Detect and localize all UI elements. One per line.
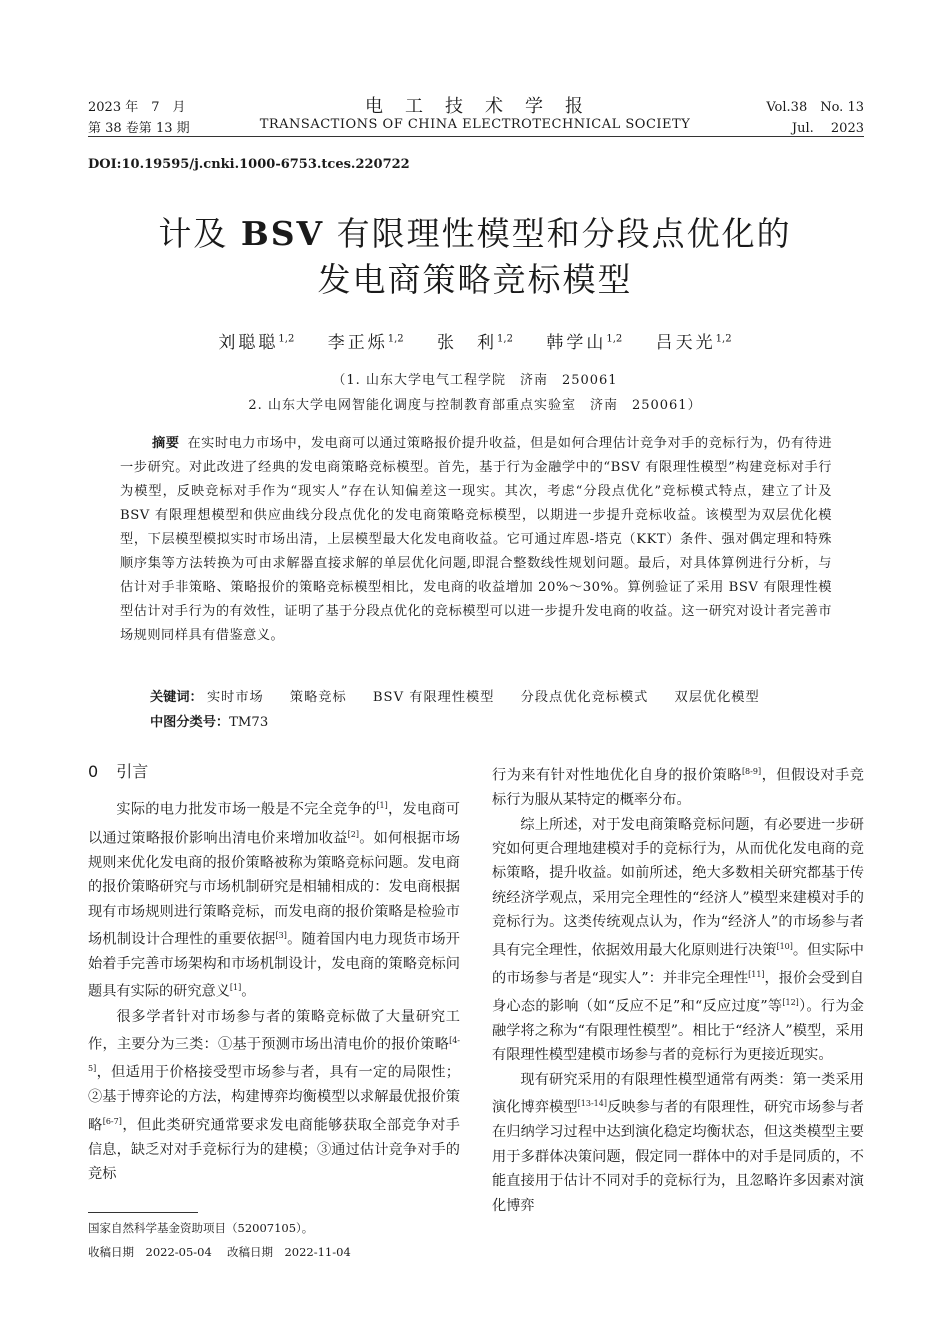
section-heading: 0 引言 bbox=[88, 762, 149, 781]
paragraph: 现有研究采用的有限理性模型通常有两类：第一类采用演化博弈模型[13-14]反映参与者的有限理性，研究市场参与者在归纳学习过程中达到演化稳定均衡状态，但这类模型主要用于多群体决策问题，假定同一群体中的对手是同质的，不能直接用于估计不同对手的竞标行为，且忽略许多因素对演化博弈 bbox=[492, 1071, 864, 1214]
author: 吕天光$^{1,2}$ bbox=[655, 333, 732, 353]
paragraph: 综上所述，对于发电商策略竞标问题，有必要进一步研究如何更合理地建模对手的竞标行为，从而优化发电商的竞标策略，提升收益。如前所述，绝大多数相关研究都基于传统经济学观点，采用完全理性的“经济人”模型来建模对手的竞标行为。这类传统观点认为，作为“经济人”的市场参与者具有完全理性，依据效用最大化原则进行决策[10]。但实际中的市场参与者是“现实人”：并非完全理性[11]，报价会受到自身心态的影响（如“反应不足”和“反应过度”等[12]）。行为金融学将之称为“有限理性模型”。相比于“经济人”模型，采用有限理性模型建模市场参与者的竞标行为更接近现实。 bbox=[492, 816, 864, 1064]
keyword: 双层优化模型 bbox=[674, 690, 760, 705]
footnote-funding: 国家自然科学基金资助项目（52007105）。 bbox=[88, 1221, 314, 1235]
keyword: 实时市场 bbox=[206, 690, 264, 705]
journal-name-en: TRANSACTIONS OF CHINA ELECTROTECHNICAL SOCIETY bbox=[259, 117, 691, 132]
author: 韩学山$^{1,2}$ bbox=[546, 333, 623, 353]
paragraph: 行为来有针对性地优化自身的报价策略[8-9]，但假设对手竞标行为服从某特定的概率分布。 bbox=[492, 767, 864, 809]
doi: DOI:10.19595/j.cnki.1000-6753.tces.220722 bbox=[88, 157, 410, 172]
affiliation-1: （1. 山东大学电气工程学院 济南 250061 bbox=[332, 373, 618, 388]
header-date-en: Jul. 2023 bbox=[791, 121, 864, 136]
footnote-dates: 收稿日期 2022-05-04 改稿日期 2022-11-04 bbox=[88, 1245, 351, 1259]
paper-title-line2: 发电商策略竞标模型 bbox=[317, 260, 633, 299]
keywords: 关键词： 实时市场 策略竞标 BSV 有限理性模型 分段点优化竞标模式 双层优化模型 bbox=[150, 690, 760, 705]
affiliation-2: 2. 山东大学电网智能化调度与控制教育部重点实验室 济南 250061） bbox=[248, 398, 702, 413]
header-volume-cn: 第 38 卷第 13 期 bbox=[88, 121, 190, 136]
journal-name-cn: 电 工 技 术 学 报 bbox=[365, 96, 585, 117]
right-column bbox=[492, 760, 864, 1218]
author: 刘聪聪$^{1,2}$ bbox=[218, 333, 295, 353]
keyword: BSV 有限理性模型 bbox=[372, 690, 495, 705]
abstract-text: 在实时电力市场中，发电商可以通过策略报价提升收益，但是如何合理估计竞争对手的竞标行为，仍有待进一步研究。对此改进了经典的发电商策略竞标模型。首先，基于行为金融学中的“BSV 有限理性模型”构建竞标对手行为模型，反映竞标对手作为“现实人”存在认知偏差这一现实。其次，考虑“分段点优化”竞标模式特点，建立了计及 BSV 有限理想模型和供应曲线分段点优化的发电商策略竞标模型，以期进一步提升竞标收益。该模型为双层优化模型，下层模型模拟实时市场出清，上层模型最大化发电商收益。它可通过库恩-塔克（KKT）条件、强对偶定理和特殊顺序集等方法转换为可由求解器直接求解的单层优化问题,即混合整数线性规划问题。最后，对具体算例进行分析，与估计对手非策略、策略报价的策略竞标模型相比，发电商的收益增加 20%～30%。算例验证了采用 BSV 有限理性模型估计对手行为的有效性，证明了基于分段点优化的竞标模型可以进一步提升发电商的收益。这一研究对设计者完善市场规则同样具有借鉴意义。 bbox=[120, 436, 833, 643]
left-column bbox=[88, 760, 460, 1187]
paragraph: 很多学者针对市场参与者的策略竞标做了大量研究工作，主要分为三类：①基于预测市场出清电价的报价策略[4-5]，但适用于价格接受型市场参与者，具有一定的局限性；②基于博弈论的方法，构建博弈均衡模型以求解最优报价策略[6-7]，但此类研究通常要求发电商能够获取全部竞争对手信息，缺乏对对手竞标行为的建模；③通过估计竞争对手的竞标 bbox=[88, 1008, 460, 1183]
keyword: 策略竞标 bbox=[289, 690, 347, 705]
header-rule bbox=[88, 136, 864, 137]
abstract bbox=[120, 432, 832, 648]
footnote-rule bbox=[88, 1212, 198, 1213]
author: 李正烁$^{1,2}$ bbox=[327, 333, 404, 353]
header-date-cn: 2023 年 7 月 bbox=[88, 100, 186, 115]
paper-title-line1: 计及 BSV 有限理性模型和分段点优化的 bbox=[158, 214, 792, 253]
header-volume-en: Vol.38 No. 13 bbox=[766, 100, 864, 115]
paragraph: 实际的电力批发市场一般是不完全竞争的[1]，发电商可以通过策略报价影响出清电价来增加收益[2]。如何根据市场规则来优化发电商的报价策略被称为策略竞标问题。发电商的报价策略研究与市场机制研究是相辅相成的：发电商根据现有市场规则进行策略竞标，而发电商的报价策略是检验市场机制设计合理性的重要依据[3]。随着国内电力现货市场开始着手完善市场架构和市场机制设计，发电商的策略竞标问题具有实际的研究意义[1]。 bbox=[88, 801, 460, 1001]
clc-number: 中图分类号：TM73 bbox=[150, 715, 269, 730]
author: 张 利$^{1,2}$ bbox=[437, 333, 513, 353]
keyword: 分段点优化竞标模式 bbox=[520, 690, 649, 705]
author-list bbox=[0, 328, 950, 353]
abstract-label: 摘要 bbox=[152, 436, 180, 451]
